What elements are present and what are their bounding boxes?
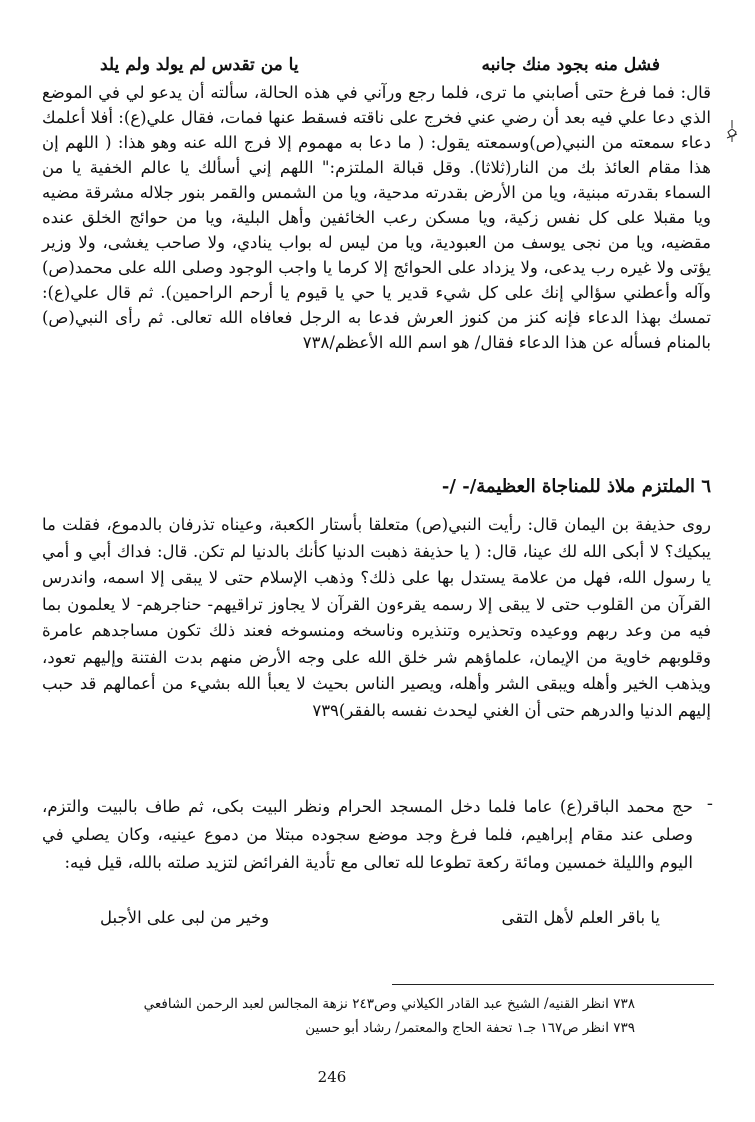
footnote-738: ٧٣٨ انظر القنيه/ الشيخ عبد القادر الكيلاني وص٢٤٣ نزهة المجالس لعبد الرحمن الشافعي: [143, 996, 635, 1012]
couplet-first-hemistich: يا باقر العلم لأهل التقى: [501, 908, 660, 927]
paragraph-al-baqir-pilgrimage: حج محمد الباقر(ع) عاما فلما دخل المسجد الحرام ونظر البيت بكى، ثم طاف بالبيت والتزم، وصلى عند مقام إبراهيم، فلما فرغ وجد موضع سجوده مبتلا من دموع عينيه، وكان يصلي في اليوم والليلة خمسين ومائة ركعة تطوعا لله تعالى مع تأدية الفرائض لتزيد صلته بالله، قيل فيه:: [42, 797, 693, 872]
verse-second-hemistich: يا من تقدس لم يولد ولم يلد: [100, 55, 299, 75]
opening-verse: [100, 52, 660, 78]
paragraph-dua-narration: قال: فما فرغ حتى أصابني ما ترى، فلما رجع ورآني في هذه الحالة، سألته أن يدعو لي في الموضع الذي دعا علي فيه بعد أن رضي عني فخرج على ناقته فسقط عنها فمات، فقال علي(ع): أفلا أعلمك دعاء سمعته من النبي(ص)وسمعته يقول: ( ما دعا به مهموم إلا فرج الله عنه وهو هذا: ( اللهم إن هذا مقام العائذ بك من النار(ثلاثا). وقل قبالة الملتزم:" اللهم إني أسألك يا عالم الخفية يا من السماء بقدرته مبنية، ويا من الأرض بقدرته مدحية، ويا من الشمس والقمر بنور جلاله مشرقة مضيه ويا مقبلا على كل نفس زكية، ويا مسكن رعب الخائفين وأهل البلية، ويا من حوائج الخلق عنده مقضيه، ويا من نجى يوسف من العبودية، ويا من ليس له بواب ينادي، ولا صاحب يغشى، ولا وزير يؤتى ولا غيره رب يدعى، ولا يزداد على الحوائج إلا كرما يا واجب الوجود وصلى الله على محمد(ص) وآله وأعطني سؤالي إنك على كل شيء قدير يا حي يا قيوم يا أرحم الراحمين). ثم قال علي(ع): تمسك بهذا الدعاء فإنه كنز من كنوز العرش فدعا به الرجل فعافاه الله تعالى. ثم رأى النبي(ص) بالمنام فسأله عن هذا الدعاء فقال/ هو اسم الله الأعظم/٧٣٨: [42, 83, 711, 352]
paragraph-hudhayfa-narration: روى حذيفة بن اليمان قال: رأيت النبي(ص) متعلقا بأستار الكعبة، وعيناه تذرفان بالدموع، فقلت ما يبكيك؟ لا أبكى الله لك عينا، قال: ( يا حذيفة ذهبت الدنيا كأنك بالدنيا لم تكن. قال: فداك أبي و أمي يا رسول الله، فهل من علامة يستدل بها على ذلك؟ وذهب الإسلام حتى لا يبقى إلا اسمه، واندرس القرآن من القلوب حتى لا يبقى إلا رسمه يقرءون القرآن لا يجاوز تراقيهم- حناجرهم- لا يعلمون بما فيه من وعد ربهم ووعيده وتحذيره وتنذيره وناسخه ومنسوخه فعند ذلك تكون مساجدهم عامرة وقلوبهم خاوية من الإيمان، علماؤهم شر خلق الله على وجه الأرض منهم بدت الفتنة وإليهم تعود، ويذهب الخير وأهله ويبقى الشر وأهله، ويصير الناس بحيث لا يعبأ الله بشيء من أعمالهم قد حبب إليهم الدنيا والدرهم حتى أن الغني ليحدث نفسه بالفقر)٧٣٩: [42, 515, 711, 720]
page-number: 246: [317, 1068, 347, 1086]
closing-couplet: [100, 904, 660, 932]
footnote-separator: [392, 984, 714, 985]
asterisk-mark-icon: [726, 118, 738, 144]
footnote-739: ٧٣٩ انظر ص١٦٧ جـ١ تحفة الحاج والمعتمر/ رشاد أبو حسين: [305, 1020, 635, 1036]
verse-first-hemistich: فشل منه بجود منك جانبه: [481, 55, 660, 75]
section-heading: ٦ الملتزم ملاذ للمناجاة العظيمة/- /-: [441, 476, 711, 497]
bullet-dash: -: [706, 793, 713, 814]
couplet-second-hemistich: وخير من لبى على الأجبل: [100, 908, 270, 927]
